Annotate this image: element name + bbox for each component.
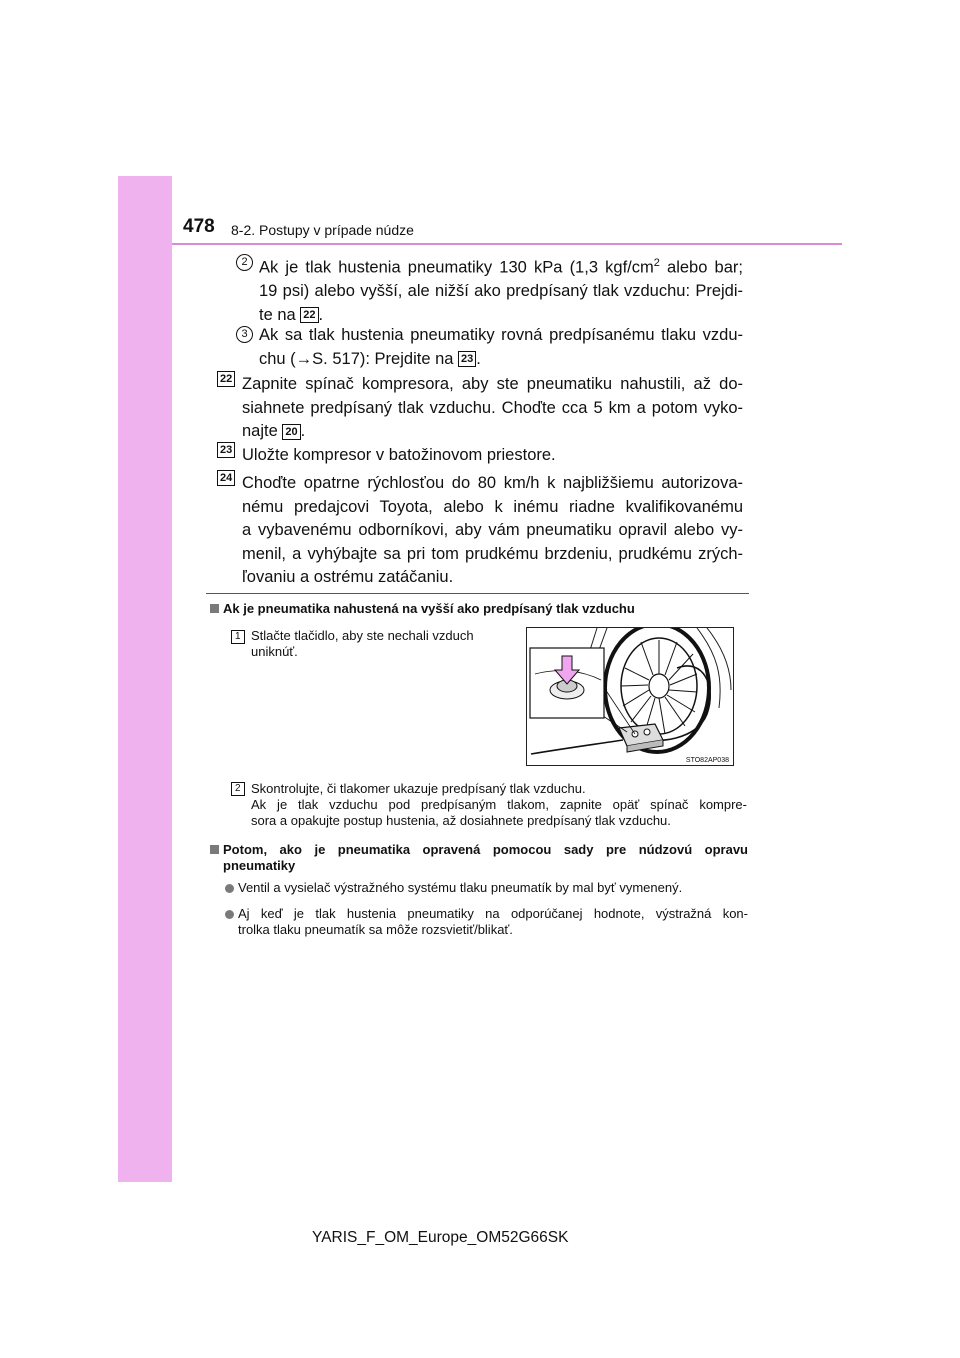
step-24-line2: nému predajcovi Toyota, alebo k inému riadne kvalifikovanému	[242, 497, 743, 516]
section-divider	[206, 593, 749, 594]
step-22-line3: najte 20 .	[242, 422, 306, 440]
over-step-2-text: Skontrolujte, či tlakomer ukazuje predpísaný tlak vzduchu. Ak je tlak vzduchu pod predpísaným tlakom, zapnite opäť spínač kompre- sora a opakujte postup hustenia, až dosiahnete predpísaný tlak vzduchu.	[251, 781, 747, 828]
step-23-text: Uložte kompresor v batožinovom priestore.	[242, 446, 556, 464]
step-number-1: 1	[231, 630, 245, 644]
step-ref-23[interactable]: 23	[458, 351, 476, 367]
round-bullet-icon	[225, 910, 234, 919]
step-number-23: 23	[217, 442, 235, 458]
page-number: 478	[183, 216, 215, 237]
bullet-2-text: Aj keď je tlak hustenia pneumatiky na odporúčanej hodnote, výstražná kon- trolka tlaku pneumatík sa môže rozsvietiť/blikať.	[238, 906, 748, 937]
circled-number-3: 3	[236, 326, 253, 343]
step-22-text	[242, 373, 743, 444]
round-bullet-icon	[225, 884, 234, 893]
step-22-line2: siahnete predpísaný tlak vzduchu. Choďte cca 5 km a potom vyko-	[242, 398, 743, 417]
heading-after-repair: Potom, ako je pneumatika opravená pomocou sady pre núdzovú opravu pneumatiky	[210, 842, 748, 874]
heading-over-inflated: Ak je pneumatika nahustená na vyšší ako predpísaný tlak vzduchu	[210, 601, 750, 617]
step-24-line4: menil, a vyhýbajte sa pri tom prudkému brzdeniu, prudkému zrých-	[242, 544, 743, 563]
document-code: YARIS_F_OM_Europe_OM52G66SK	[312, 1229, 569, 1246]
step-22-line1: Zapnite spínač kompresora, aby ste pneumatiku nahustili, až do-	[242, 375, 743, 393]
step-24-line3: a vybavenému odborníkovi, aby vám pneumatiku opravil alebo vy-	[242, 521, 743, 539]
step-number-22: 22	[217, 371, 235, 387]
header-rule	[172, 243, 842, 245]
bullet-1-text: Ventil a vysielač výstražného systému tlaku pneumatík by mal byť vymenený.	[238, 880, 683, 895]
step-number-24: 24	[217, 470, 235, 486]
sub-step-3-text	[259, 324, 743, 371]
figure-code: STO82AP038	[685, 757, 729, 764]
circled-number-2: 2	[236, 254, 253, 271]
sub-step-3-line2: chu (→S. 517): Prejdite na 23 .	[259, 349, 481, 368]
compressor-release-illustration	[526, 627, 734, 766]
tire-compressor-drawing	[527, 628, 733, 765]
sub-step-2-line3: te na 22 .	[259, 305, 324, 324]
over-step-1-text: Stlačte tlačidlo, aby ste nechali vzduch uniknúť.	[251, 628, 474, 659]
sub-step-3-line1: Ak sa tlak hustenia pneumatiky rovná predpísanému tlaku vzdu-	[259, 326, 743, 344]
superscript: 2	[653, 257, 660, 269]
sub-step-2-line2: 19 psi) alebo vyšší, ale nižší ako predpísaný tlak vzduchu: Prejdi-	[259, 282, 743, 300]
sub-step-2-line1: Ak je tlak hustenia pneumatiky 130 kPa (1,3 kgf/$cm^2$ alebo bar;	[259, 257, 743, 277]
step-24-line5: ľovaniu a ostrému zatáčaniu.	[242, 568, 454, 586]
step-ref-20[interactable]: 20	[282, 424, 300, 440]
step-24-text	[242, 472, 743, 590]
section-title: 8-2. Postupy v prípade núdze	[231, 222, 414, 238]
step-number-2: 2	[231, 782, 245, 796]
square-bullet-icon	[210, 845, 219, 854]
step-24-line1: Choďte opatrne rýchlosťou do 80 km/h k najbližšiemu autorizova-	[242, 474, 743, 492]
chapter-sidebar-tab	[118, 176, 172, 1182]
square-bullet-icon	[210, 604, 219, 613]
step-ref-22[interactable]: 22	[300, 307, 318, 323]
sub-step-2-text	[259, 252, 743, 327]
